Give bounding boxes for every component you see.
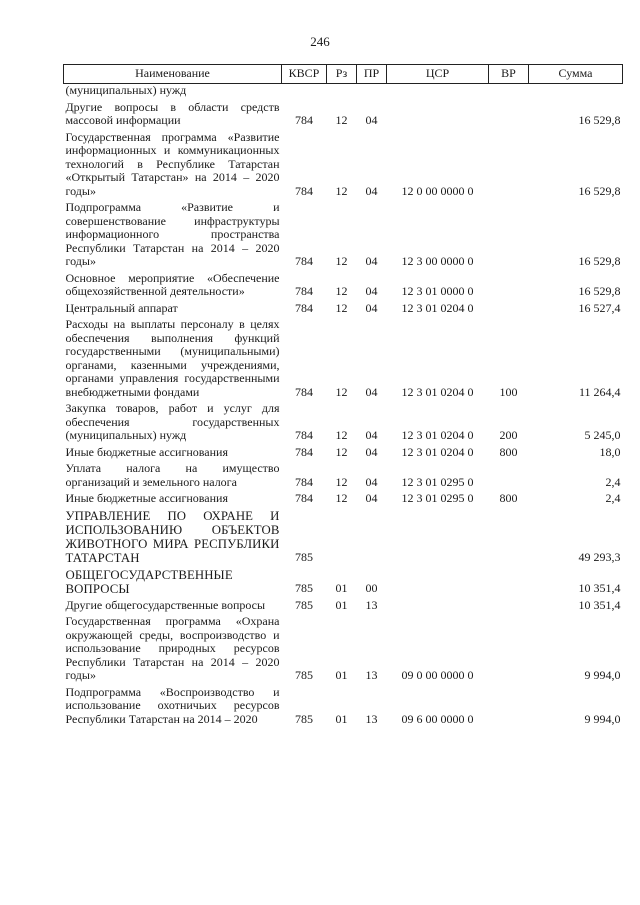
cell-sum: 49 293,3 bbox=[578, 550, 621, 564]
cell-pr bbox=[357, 84, 387, 101]
cell-name: (муниципальных) нужд bbox=[65, 83, 187, 97]
cell-name: Уплата налога на имущество организаций и земельного налога bbox=[65, 461, 280, 489]
cell-kvsr: 784 bbox=[295, 300, 313, 315]
cell-vr bbox=[489, 615, 529, 686]
cell-kvsr: 784 bbox=[295, 113, 313, 127]
cell-sum: 10 351,4 bbox=[578, 581, 621, 595]
table-row bbox=[64, 615, 623, 686]
cell-kvsr: 785 bbox=[295, 581, 313, 595]
cell-name: Подпрограмма «Развитие и совершенствование инфраструктуры информационного пространства Республики Татарстан на 2014 – 2020 годы» bbox=[65, 200, 280, 268]
cell-vr bbox=[489, 599, 529, 616]
cell-vr bbox=[489, 462, 529, 492]
cell-pr: 04 bbox=[365, 444, 378, 459]
cell-csr bbox=[387, 84, 489, 101]
table-row bbox=[64, 302, 623, 319]
cell-vr bbox=[489, 84, 529, 101]
cell-csr: 12 3 01 0000 0 bbox=[401, 284, 474, 298]
table-row bbox=[64, 446, 623, 463]
cell-csr: 09 0 00 0000 0 bbox=[401, 668, 474, 682]
cell-rz: 12 bbox=[335, 384, 348, 399]
cell-kvsr: 785 bbox=[295, 711, 313, 726]
cell-csr: 12 0 00 0000 0 bbox=[401, 183, 474, 198]
table-row bbox=[64, 101, 623, 131]
cell-sum: 2,4 bbox=[605, 474, 621, 489]
cell-kvsr: 785 bbox=[295, 597, 313, 612]
page-number: 246 bbox=[310, 34, 330, 49]
header-name: Наименование bbox=[64, 65, 282, 84]
cell-vr bbox=[489, 302, 529, 319]
cell-vr bbox=[489, 101, 529, 131]
cell-sum: 10 351,4 bbox=[578, 597, 621, 612]
cell-sum: 16 529,8 bbox=[578, 284, 621, 298]
cell-name: Подпрограмма «Воспроизводство и использование охотничьих ресурсов Республики Татарстан на 2014 – 2020 bbox=[65, 684, 280, 726]
cell-name: УПРАВЛЕНИЕ ПО ОХРАНЕ И ИСПОЛЬЗОВАНИЮ ОБЪЕКТОВ ЖИВОТНОГО МИРА РЕСПУБЛИКИ ТАТАРСТАН bbox=[65, 508, 280, 565]
table-row bbox=[64, 131, 623, 202]
header-csr: ЦСР bbox=[387, 65, 489, 84]
cell-kvsr: 784 bbox=[295, 444, 313, 459]
cell-name: Расходы на выплаты персоналу в целях обеспечения выполнения функций государственными (муниципальными) органами, казенными учреждениями, органами управления государственными внебюджетными фондами bbox=[65, 317, 280, 399]
cell-csr: 12 3 01 0204 0 bbox=[401, 300, 474, 315]
table-row bbox=[64, 686, 623, 730]
cell-rz: 12 bbox=[335, 491, 348, 505]
cell-rz: 12 bbox=[335, 428, 348, 442]
cell-sum: 9 994,0 bbox=[584, 668, 621, 682]
table-row bbox=[64, 462, 623, 492]
cell-name: Закупка товаров, работ и услуг для обеспечения государственных (муниципальных) нужд bbox=[65, 401, 280, 442]
cell-csr: 12 3 01 0204 0 bbox=[401, 384, 474, 399]
cell-pr: 04 bbox=[365, 254, 378, 268]
header-kvsr: КВСР bbox=[282, 65, 327, 84]
cell-sum: 16 529,8 bbox=[578, 113, 621, 127]
cell-rz: 01 bbox=[335, 581, 348, 595]
cell-csr: 12 3 00 0000 0 bbox=[401, 254, 474, 268]
table-row bbox=[64, 318, 623, 402]
cell-name: Другие общегосударственные вопросы bbox=[65, 597, 266, 612]
header-sum: Сумма bbox=[529, 65, 623, 84]
cell-csr: 12 3 01 0204 0 bbox=[401, 428, 474, 442]
cell-name: Иные бюджетные ассигнования bbox=[65, 444, 228, 459]
table-row bbox=[64, 84, 623, 101]
cell-kvsr: 784 bbox=[295, 491, 313, 505]
table-row bbox=[64, 509, 623, 568]
cell-pr bbox=[357, 509, 387, 568]
cell-kvsr: 784 bbox=[295, 183, 313, 198]
table-row bbox=[64, 599, 623, 616]
table-row bbox=[64, 201, 623, 272]
cell-kvsr: 784 bbox=[295, 284, 313, 298]
cell-sum: 18,0 bbox=[599, 444, 621, 459]
cell-sum: 11 264,4 bbox=[578, 384, 621, 399]
cell-pr: 04 bbox=[365, 284, 378, 298]
cell-name: Иные бюджетные ассигнования bbox=[65, 491, 228, 505]
header-rz: Рз bbox=[327, 65, 357, 84]
budget-table bbox=[63, 64, 623, 729]
cell-kvsr: 784 bbox=[295, 384, 313, 399]
cell-rz: 01 bbox=[335, 711, 348, 726]
cell-vr bbox=[489, 272, 529, 302]
cell-csr: 12 3 01 0295 0 bbox=[401, 491, 474, 505]
cell-name: Государственная программа «Развитие информационных и коммуникационных технологий в Республике Татарстан «Открытый Татарстан» на 2014 – 2020 годы» bbox=[65, 129, 280, 198]
cell-vr: 200 bbox=[499, 428, 518, 442]
cell-vr bbox=[489, 131, 529, 202]
cell-sum: 16 529,8 bbox=[578, 183, 621, 198]
cell-vr: 800 bbox=[499, 491, 518, 505]
cell-pr: 04 bbox=[365, 474, 378, 489]
cell-csr bbox=[387, 568, 489, 599]
cell-vr bbox=[489, 509, 529, 568]
cell-csr: 12 3 01 0295 0 bbox=[401, 474, 474, 489]
cell-sum: 9 994,0 bbox=[584, 711, 621, 726]
cell-pr: 04 bbox=[365, 491, 378, 505]
cell-sum bbox=[529, 84, 623, 101]
table-row bbox=[64, 272, 623, 302]
header-pr: ПР bbox=[357, 65, 387, 84]
cell-kvsr: 784 bbox=[295, 428, 313, 442]
cell-pr: 13 bbox=[365, 597, 378, 612]
cell-pr: 00 bbox=[365, 581, 378, 595]
cell-kvsr: 784 bbox=[295, 254, 313, 268]
table-row bbox=[64, 568, 623, 599]
cell-kvsr bbox=[282, 84, 327, 101]
cell-rz bbox=[327, 84, 357, 101]
cell-pr: 13 bbox=[365, 668, 378, 682]
cell-csr bbox=[387, 509, 489, 568]
cell-vr: 800 bbox=[499, 444, 518, 459]
cell-sum: 2,4 bbox=[605, 491, 621, 505]
cell-sum: 5 245,0 bbox=[584, 428, 621, 442]
cell-rz: 12 bbox=[335, 300, 348, 315]
cell-kvsr: 784 bbox=[295, 474, 313, 489]
cell-pr: 13 bbox=[365, 711, 378, 726]
cell-name: Центральный аппарат bbox=[65, 300, 178, 315]
cell-kvsr: 785 bbox=[295, 550, 313, 564]
cell-name: Основное мероприятие «Обеспечение общехозяйственной деятельности» bbox=[65, 270, 280, 298]
cell-rz: 12 bbox=[335, 254, 348, 268]
cell-rz bbox=[327, 509, 357, 568]
cell-pr: 04 bbox=[365, 300, 378, 315]
header-vr: ВР bbox=[489, 65, 529, 84]
cell-csr: 09 6 00 0000 0 bbox=[401, 711, 474, 726]
cell-name: ОБЩЕГОСУДАРСТВЕННЫЕ ВОПРОСЫ bbox=[65, 567, 233, 596]
cell-pr: 04 bbox=[365, 384, 378, 399]
cell-rz: 12 bbox=[335, 284, 348, 298]
cell-name: Государственная программа «Охрана окружающей среды, воспроизводство и использование природных ресурсов Республики Татарстан на 2014 – 2020 годы» bbox=[65, 614, 280, 682]
table-row bbox=[64, 402, 623, 446]
cell-rz: 01 bbox=[335, 668, 348, 682]
cell-vr: 100 bbox=[499, 384, 518, 399]
cell-sum: 16 527,4 bbox=[578, 300, 621, 315]
cell-pr: 04 bbox=[365, 428, 378, 442]
cell-sum: 16 529,8 bbox=[578, 254, 621, 268]
table-header-row bbox=[64, 65, 623, 84]
cell-rz: 01 bbox=[335, 597, 348, 612]
cell-pr: 04 bbox=[365, 113, 378, 127]
cell-csr bbox=[387, 599, 489, 616]
cell-vr bbox=[489, 201, 529, 272]
cell-rz: 12 bbox=[335, 444, 348, 459]
cell-kvsr: 785 bbox=[295, 668, 313, 682]
cell-pr: 04 bbox=[365, 183, 378, 198]
cell-rz: 12 bbox=[335, 474, 348, 489]
cell-name: Другие вопросы в области средств массовой информации bbox=[65, 99, 280, 127]
cell-vr bbox=[489, 686, 529, 730]
cell-csr bbox=[387, 101, 489, 131]
cell-rz: 12 bbox=[335, 113, 348, 127]
cell-csr: 12 3 01 0204 0 bbox=[401, 444, 474, 459]
cell-rz: 12 bbox=[335, 183, 348, 198]
table-row bbox=[64, 492, 623, 509]
cell-vr bbox=[489, 568, 529, 599]
